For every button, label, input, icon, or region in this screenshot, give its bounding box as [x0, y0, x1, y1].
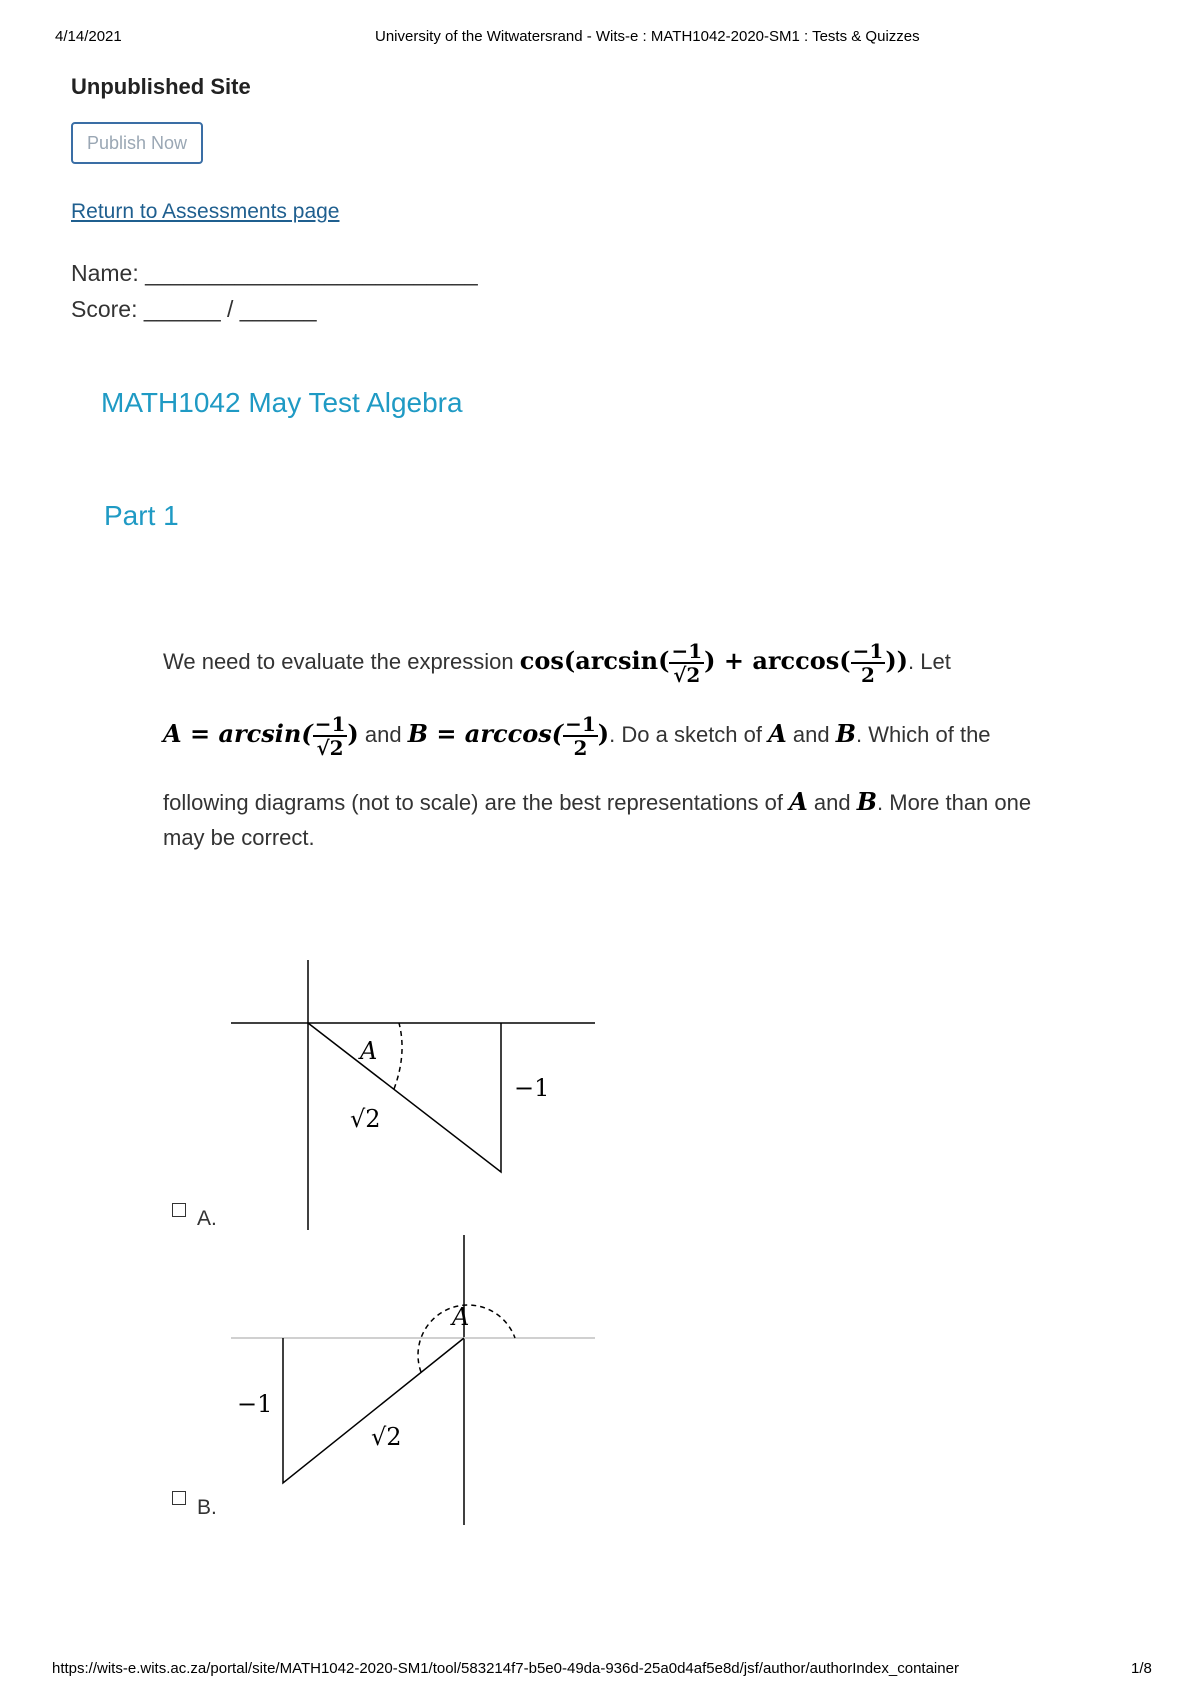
score-line: Score: ______ / ______: [71, 296, 317, 322]
name-line: Name: __________________________: [71, 260, 478, 286]
question-text: following diagrams (not to scale) are the best representations of: [163, 790, 783, 815]
question-line-1: [163, 640, 951, 686]
question-text: We need to evaluate the expression: [163, 648, 514, 674]
option-a-label: A.: [197, 1207, 217, 1230]
question-text: and: [792, 721, 830, 747]
print-date: 4/14/2021: [55, 28, 122, 45]
option-a-checkbox[interactable]: [172, 1203, 186, 1217]
side-label: −1: [514, 1074, 550, 1102]
math-var-a: A: [768, 718, 787, 748]
hypotenuse-label: √2: [350, 1105, 381, 1133]
publish-now-button[interactable]: Publish Now: [71, 122, 203, 164]
math-fraction: $\frac{-1}{2}$: [852, 639, 884, 687]
question-text: . Let: [908, 648, 951, 674]
print-title: University of the Witwatersrand - Wits-e : MATH1042-2020-SM1 : Tests & Quizzes: [375, 28, 920, 45]
angle-label: A: [360, 1037, 378, 1065]
math-var-a: A: [789, 787, 808, 816]
math-fraction: $\frac{-1}{√2}$: [314, 712, 346, 760]
math-var-b: B: [835, 718, 857, 748]
math-cos-arcsin: cos(arcsin(: [519, 645, 670, 675]
question-text: and: [364, 721, 402, 747]
option-b-checkbox[interactable]: [172, 1491, 186, 1505]
option-b-diagram: [225, 1235, 605, 1525]
part-title: Part 1: [104, 500, 179, 531]
math-close: ): [347, 718, 359, 748]
angle-arc: [394, 1023, 402, 1089]
math-var-b: B: [856, 787, 878, 816]
question-line-3: [163, 787, 1031, 816]
math-b-def: B = arccos(: [407, 718, 564, 748]
site-status-title: Unpublished Site: [71, 74, 251, 99]
math-plus-arccos: ) + arccos(: [704, 645, 851, 675]
triangle: [308, 1023, 501, 1172]
print-footer-url: https://wits-e.wits.ac.za/portal/site/MATH1042-2020-SM1/tool/583214f7-b5e0-49da-936d-25a0d4af5e8d/jsf/author/authorIndex_container: [52, 1660, 959, 1677]
question-text: . Which of the: [856, 721, 991, 747]
math-close: ): [597, 718, 610, 748]
triangle: [283, 1338, 464, 1483]
return-to-assessments-link[interactable]: Return to Assessments page: [71, 200, 340, 223]
math-fraction: $\frac{-1}{√2}$: [671, 639, 703, 687]
question-line-2: [163, 713, 991, 759]
test-title: MATH1042 May Test Algebra: [101, 387, 463, 418]
math-fraction: $\frac{-1}{2}$: [565, 712, 596, 760]
question-text: and: [813, 790, 851, 815]
print-page-number: 1/8: [1131, 1660, 1152, 1677]
question-line-4: may be correct.: [163, 825, 315, 850]
math-close: )): [885, 645, 909, 675]
question-text: . More than one: [877, 790, 1032, 815]
option-b-label: B.: [197, 1496, 217, 1519]
angle-label: A: [452, 1303, 470, 1331]
question-text: . Do a sketch of: [609, 721, 763, 747]
math-a-def: A = arcsin(: [163, 718, 313, 748]
hypotenuse-label: √2: [371, 1423, 402, 1451]
side-label: −1: [237, 1390, 273, 1418]
option-a-diagram: [225, 960, 605, 1230]
